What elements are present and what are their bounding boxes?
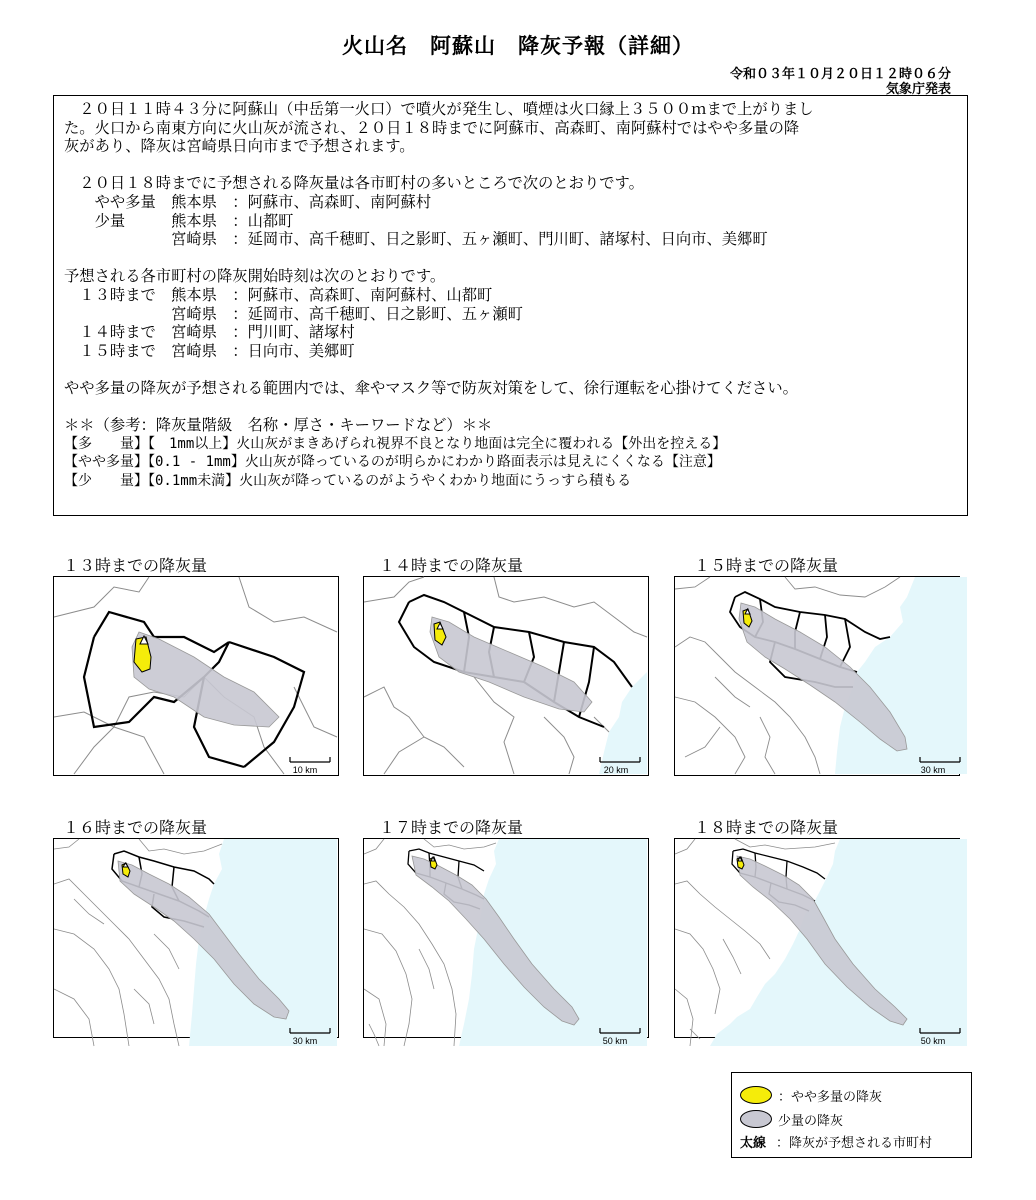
legend-light xyxy=(740,1109,843,1129)
ash-map-18 xyxy=(674,838,960,1046)
ash-map-16 xyxy=(53,838,339,1046)
text-line: 【少 量】【0.1mm未満】火山灰が降っているのがようやくわかり地面にうっすら積もる xyxy=(64,472,632,489)
forecast-text-box xyxy=(53,95,968,516)
map-title-13: １３時までの降灰量 xyxy=(63,556,208,575)
scale-label: 10 km xyxy=(292,765,318,775)
text-line: やや多量 熊本県 ：阿蘇市、高森町、南阿蘇村 xyxy=(64,192,432,211)
page-title: 火山名 阿蘇山 降灰予報（詳細） xyxy=(342,34,694,58)
text-line: 予想される各市町村の降灰開始時刻は次のとおりです。 xyxy=(64,267,446,286)
legend-heavy-label: ：やや多量の降灰 xyxy=(778,1089,883,1105)
map-title-16: １６時までの降灰量 xyxy=(63,818,208,837)
text-line xyxy=(64,360,957,379)
ash-map-17 xyxy=(363,838,649,1046)
text-line xyxy=(64,156,957,175)
legend-bold-label: 太線 xyxy=(740,1135,767,1151)
legend-bold-desc: ：降灰が予想される市町村 xyxy=(776,1135,933,1151)
text-line: ２０日１８時までに予想される降灰量は各市町村の多いところで次のとおりです。 xyxy=(64,174,644,193)
map-svg xyxy=(675,577,967,774)
map-svg xyxy=(364,577,647,774)
text-line: １５時まで 宮崎県 ：日向市、美郷町 xyxy=(64,341,355,360)
scale-label: 30 km xyxy=(292,1036,318,1046)
map-title-18: １８時までの降灰量 xyxy=(694,818,839,837)
text-line: 宮崎県 ：延岡市、高千穂町、日之影町、五ヶ瀬町 xyxy=(64,304,523,323)
map-svg xyxy=(54,839,337,1046)
map-title-15: １５時までの降灰量 xyxy=(694,556,839,575)
legend-light-label: 少量の降灰 xyxy=(778,1113,844,1129)
text-line xyxy=(64,398,957,417)
text-line: １４時まで 宮崎県 ：門川町、諸塚村 xyxy=(64,323,355,342)
legend-heavy xyxy=(740,1085,882,1105)
map-legend xyxy=(731,1072,972,1158)
text-line: 宮崎県 ：延岡市、高千穂町、日之影町、五ヶ瀬町、門川町、諸塚村、日向市、美郷町 xyxy=(64,230,768,249)
text-line: ２０日１１時４３分に阿蘇山（中岳第一火口）で噴火が発生し、噴煙は火口縁上３５００ｍまで上がりまし xyxy=(64,100,814,118)
ash-map-14 xyxy=(363,576,649,776)
text-line: 【やや多量】【0.1 - 1mm】火山灰が降っているのが明らかにわかり路面表示は見えにくくなる【注意】 xyxy=(64,454,721,471)
light-ashfall-area xyxy=(132,632,279,727)
text-line: た。火口から南東方向に火山灰が流され、２０日１８時までに阿蘇市、高森町、南阿蘇村ではやや多量の降 xyxy=(64,118,800,137)
text-line: 少量 熊本県 ：山都町 xyxy=(64,211,294,230)
scale-label: 50 km xyxy=(920,1036,946,1046)
issuer: 気象庁発表 xyxy=(885,82,951,97)
ash-map-13 xyxy=(53,576,339,776)
scale-label: 30 km xyxy=(920,765,946,775)
ash-map-15 xyxy=(674,576,960,776)
issue-datetime: 令和０３年１０月２０日１２時０６分 xyxy=(729,67,951,82)
text-line: 【多 量】【 1mm以上】火山灰がまきあげられ視界不良となり地面は完全に覆われる【外出を控える】 xyxy=(64,435,727,452)
text-line xyxy=(64,249,957,268)
text-line: ＊＊（参考：降灰量階級 名称・厚さ・キーワードなど）＊＊ xyxy=(64,416,493,435)
map-svg xyxy=(364,839,647,1046)
light-ash-swatch xyxy=(740,1110,772,1128)
map-svg xyxy=(675,839,967,1046)
heavy-ash-swatch xyxy=(740,1086,772,1104)
text-line: やや多量の降灰が予想される範囲内では、傘やマスク等で防灰対策をして、徐行運転を心掛けてください。 xyxy=(64,378,798,397)
light-ashfall-area xyxy=(430,617,592,712)
map-title-17: １７時までの降灰量 xyxy=(379,818,524,837)
scale-label: 50 km xyxy=(602,1036,628,1046)
scale-label: 20 km xyxy=(603,765,629,775)
legend-boundary xyxy=(740,1131,932,1151)
map-svg xyxy=(54,577,337,774)
map-title-14: １４時までの降灰量 xyxy=(379,556,524,575)
text-line: 灰があり、降灰は宮崎県日向市まで予想されます。 xyxy=(64,137,415,156)
text-line: １３時まで 熊本県 ：阿蘇市、高森町、南阿蘇村、山都町 xyxy=(64,285,493,304)
